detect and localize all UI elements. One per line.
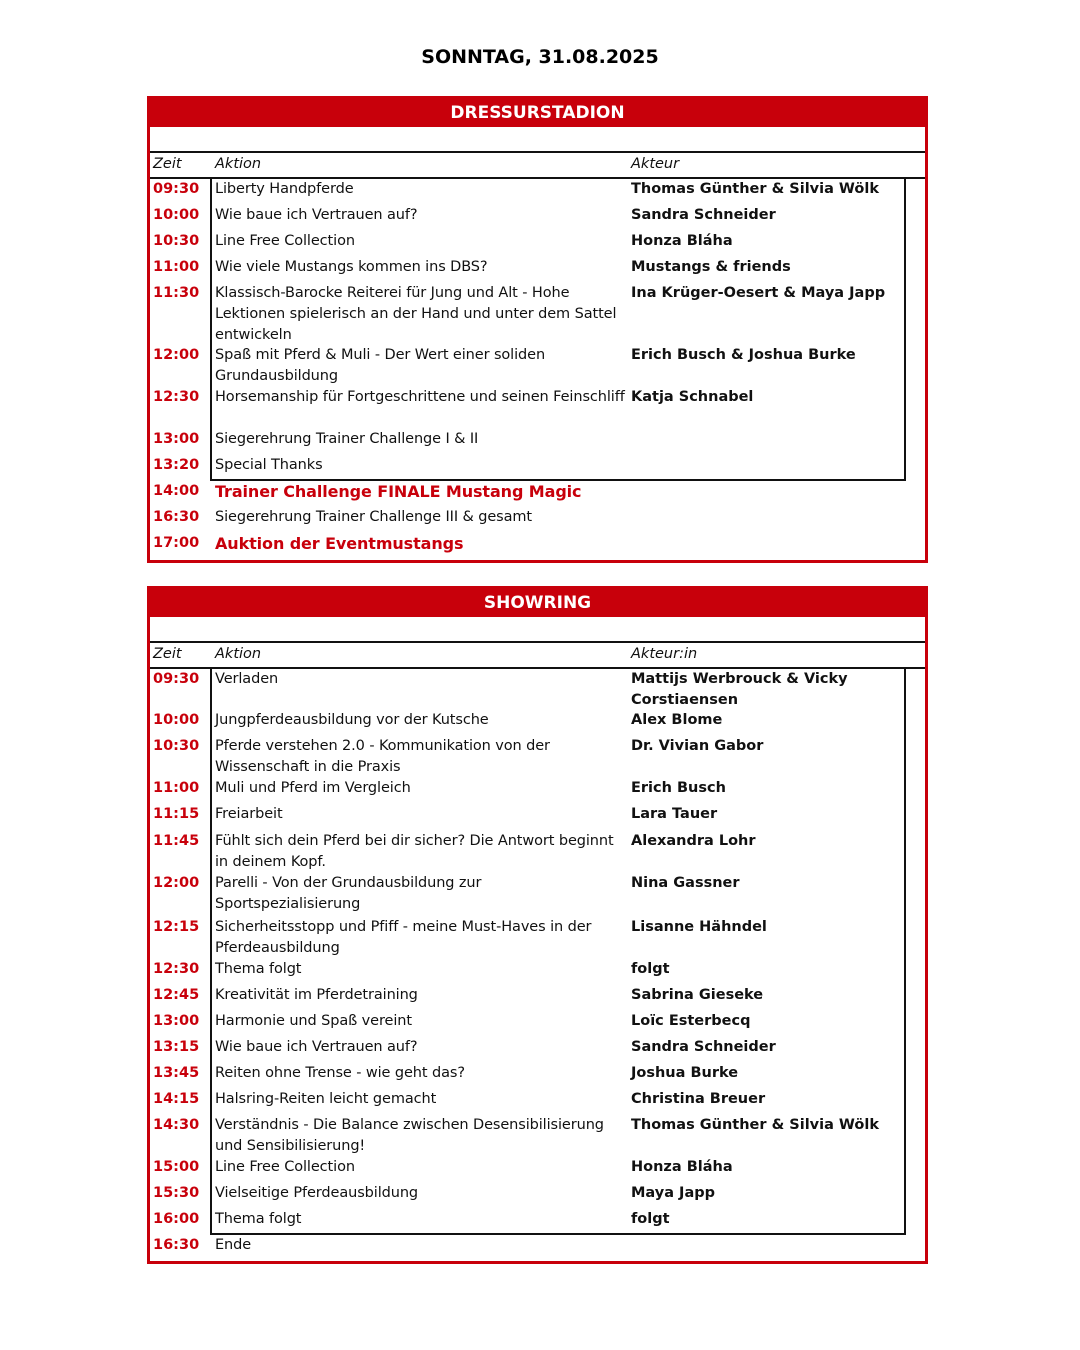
- row-actor: Sandra Schneider: [631, 207, 776, 223]
- row-action: Line Free Collection: [215, 233, 355, 249]
- row-action: Klassisch-Barocke Reiterei für Jung und Alt - Hohe Lektionen spielerisch an der Hand und unter dem Sattel entwickeln: [215, 285, 617, 343]
- column-header-time: Zeit: [153, 156, 182, 172]
- section-spacer: [150, 617, 925, 643]
- column-header-row: [150, 643, 925, 669]
- row-time: 10:30: [153, 738, 200, 754]
- row-actor: Christina Breuer: [631, 1091, 766, 1107]
- row-actor: Thomas Günther & Silvia Wölk: [631, 181, 879, 197]
- row-action: Auktion der Eventmustangs: [215, 534, 464, 553]
- table-row: [150, 179, 925, 205]
- row-time: 14:00: [153, 483, 200, 499]
- table-row: [150, 985, 925, 1011]
- row-action: Wie viele Mustangs kommen ins DBS?: [215, 259, 488, 275]
- row-time: 10:00: [153, 207, 200, 223]
- table-row: [150, 1157, 925, 1183]
- table-row: [150, 1183, 925, 1209]
- row-actor: Joshua Burke: [631, 1065, 739, 1081]
- row-time: 14:30: [153, 1117, 200, 1133]
- row-action: Liberty Handpferde: [215, 181, 354, 197]
- row-action: Horsemanship für Fortgeschrittene und seinen Feinschliff: [215, 389, 625, 405]
- row-actor: folgt: [631, 1211, 670, 1227]
- row-time: 12:45: [153, 987, 200, 1003]
- dressurstadion-section: [147, 96, 928, 563]
- table-row: [150, 959, 925, 985]
- row-actor: Dr. Vivian Gabor: [631, 738, 764, 754]
- row-action: Verladen: [215, 671, 279, 687]
- row-time: 12:00: [153, 347, 200, 363]
- row-action: Vielseitige Pferdeausbildung: [215, 1185, 419, 1201]
- row-time: 12:30: [153, 389, 200, 405]
- row-action: Ende: [215, 1237, 252, 1253]
- table-row: [150, 429, 925, 455]
- section-title: DRESSURSTADION: [150, 99, 925, 127]
- row-time: 10:30: [153, 233, 200, 249]
- column-header-action: Aktion: [215, 156, 262, 172]
- row-actor: Katja Schnabel: [631, 389, 754, 405]
- row-actor: Alex Blome: [631, 712, 723, 728]
- table-row: [150, 917, 925, 959]
- section-spacer: [150, 127, 925, 153]
- row-action: Siegerehrung Trainer Challenge I & II: [215, 431, 479, 447]
- table-row: [150, 257, 925, 283]
- row-action: Halsring-Reiten leicht gemacht: [215, 1091, 437, 1107]
- table-row: [150, 205, 925, 231]
- row-action: Jungpferdeausbildung vor der Kutsche: [215, 712, 489, 728]
- row-action: Trainer Challenge FINALE Mustang Magic: [215, 482, 582, 501]
- table-row: [150, 455, 925, 481]
- table-row: [150, 669, 925, 710]
- schedule-rows: [150, 179, 925, 559]
- table-row: [150, 873, 925, 917]
- row-action: Wie baue ich Vertrauen auf?: [215, 1039, 418, 1055]
- row-action: Harmonie und Spaß vereint: [215, 1013, 412, 1029]
- row-time: 16:30: [153, 509, 200, 525]
- row-time: 12:30: [153, 961, 200, 977]
- row-time: 16:00: [153, 1211, 200, 1227]
- row-actor: Sandra Schneider: [631, 1039, 776, 1055]
- row-time: 15:00: [153, 1159, 200, 1175]
- row-time: 09:30: [153, 181, 200, 197]
- row-time: 12:00: [153, 875, 200, 891]
- row-action: Siegerehrung Trainer Challenge III & gesamt: [215, 509, 533, 525]
- showring-section: [147, 586, 928, 1264]
- row-time: 10:00: [153, 712, 200, 728]
- row-time: 12:15: [153, 919, 200, 935]
- table-row: [150, 387, 925, 429]
- row-actor: Loïc Esterbecq: [631, 1013, 751, 1029]
- row-actor: folgt: [631, 961, 670, 977]
- row-time: 13:00: [153, 1013, 200, 1029]
- table-row: [150, 1115, 925, 1157]
- column-header-actor: Akteur:in: [631, 646, 698, 662]
- row-time: 13:45: [153, 1065, 200, 1081]
- row-action: Freiarbeit: [215, 806, 283, 822]
- row-actor: Lisanne Hähndel: [631, 919, 767, 935]
- row-action: Kreativität im Pferdetraining: [215, 987, 418, 1003]
- row-time: 13:00: [153, 431, 200, 447]
- row-action: Fühlt sich dein Pferd bei dir sicher? Die Antwort beginnt in deinem Kopf.: [215, 833, 614, 870]
- row-actor: Thomas Günther & Silvia Wölk: [631, 1117, 879, 1133]
- table-row: [150, 778, 925, 804]
- section-title: SHOWRING: [150, 589, 925, 617]
- table-row: [150, 345, 925, 387]
- row-time: 13:15: [153, 1039, 200, 1055]
- table-row: [150, 231, 925, 257]
- row-action: Parelli - Von der Grundausbildung zur Sportspezialisierung: [215, 875, 482, 912]
- row-actor: Alexandra Lohr: [631, 833, 756, 849]
- row-time: 17:00: [153, 535, 200, 551]
- table-row: [150, 507, 925, 533]
- table-row: [150, 1089, 925, 1115]
- row-actor: Erich Busch: [631, 780, 726, 796]
- table-row: [150, 283, 925, 345]
- table-row: [150, 736, 925, 778]
- row-action: Thema folgt: [215, 961, 302, 977]
- row-actor: Erich Busch & Joshua Burke: [631, 347, 856, 363]
- table-row: [150, 1209, 925, 1235]
- row-action: Thema folgt: [215, 1211, 302, 1227]
- table-row: [150, 710, 925, 736]
- column-header-time: Zeit: [153, 646, 182, 662]
- row-time: 16:30: [153, 1237, 200, 1253]
- column-header-action: Aktion: [215, 646, 262, 662]
- row-actor: Lara Tauer: [631, 806, 718, 822]
- row-actor: Mattijs Werbrouck & Vicky Corstiaensen: [631, 671, 848, 708]
- row-action: Reiten ohne Trense - wie geht das?: [215, 1065, 465, 1081]
- row-actor: Maya Japp: [631, 1185, 715, 1201]
- table-row: [150, 831, 925, 873]
- row-action: Wie baue ich Vertrauen auf?: [215, 207, 418, 223]
- column-header-actor: Akteur: [631, 156, 680, 172]
- row-actor: Ina Krüger-Oesert & Maya Japp: [631, 285, 886, 301]
- row-action: Spaß mit Pferd & Muli - Der Wert einer soliden Grundausbildung: [215, 347, 546, 384]
- row-time: 11:30: [153, 285, 200, 301]
- row-action: Verständnis - Die Balance zwischen Desensibilisierung und Sensibilisierung!: [215, 1117, 604, 1154]
- schedule-rows: [150, 669, 925, 1261]
- row-actor: Honza Bláha: [631, 233, 733, 249]
- table-row: [150, 1063, 925, 1089]
- row-actor: Sabrina Gieseke: [631, 987, 764, 1003]
- table-row: [150, 533, 925, 559]
- row-time: 11:00: [153, 259, 200, 275]
- page-title: SONNTAG, 31.08.2025: [421, 46, 659, 68]
- row-action: Line Free Collection: [215, 1159, 355, 1175]
- row-time: 11:15: [153, 806, 200, 822]
- table-row: [150, 804, 925, 831]
- row-time: 14:15: [153, 1091, 200, 1107]
- row-actor: Honza Bláha: [631, 1159, 733, 1175]
- row-time: 13:20: [153, 457, 200, 473]
- row-time: 09:30: [153, 671, 200, 687]
- row-time: 15:30: [153, 1185, 200, 1201]
- row-actor: Nina Gassner: [631, 875, 740, 891]
- row-time: 11:00: [153, 780, 200, 796]
- row-action: Special Thanks: [215, 457, 323, 473]
- table-row: [150, 481, 925, 507]
- row-action: Muli und Pferd im Vergleich: [215, 780, 411, 796]
- row-actor: Mustangs & friends: [631, 259, 791, 275]
- row-action: Sicherheitsstopp und Pfiff - meine Must-Haves in der Pferdeausbildung: [215, 919, 592, 956]
- table-row: [150, 1037, 925, 1063]
- table-row: [150, 1011, 925, 1037]
- table-row: [150, 1235, 925, 1261]
- row-action: Pferde verstehen 2.0 - Kommunikation von der Wissenschaft in die Praxis: [215, 738, 550, 775]
- column-header-row: [150, 153, 925, 179]
- row-time: 11:45: [153, 833, 200, 849]
